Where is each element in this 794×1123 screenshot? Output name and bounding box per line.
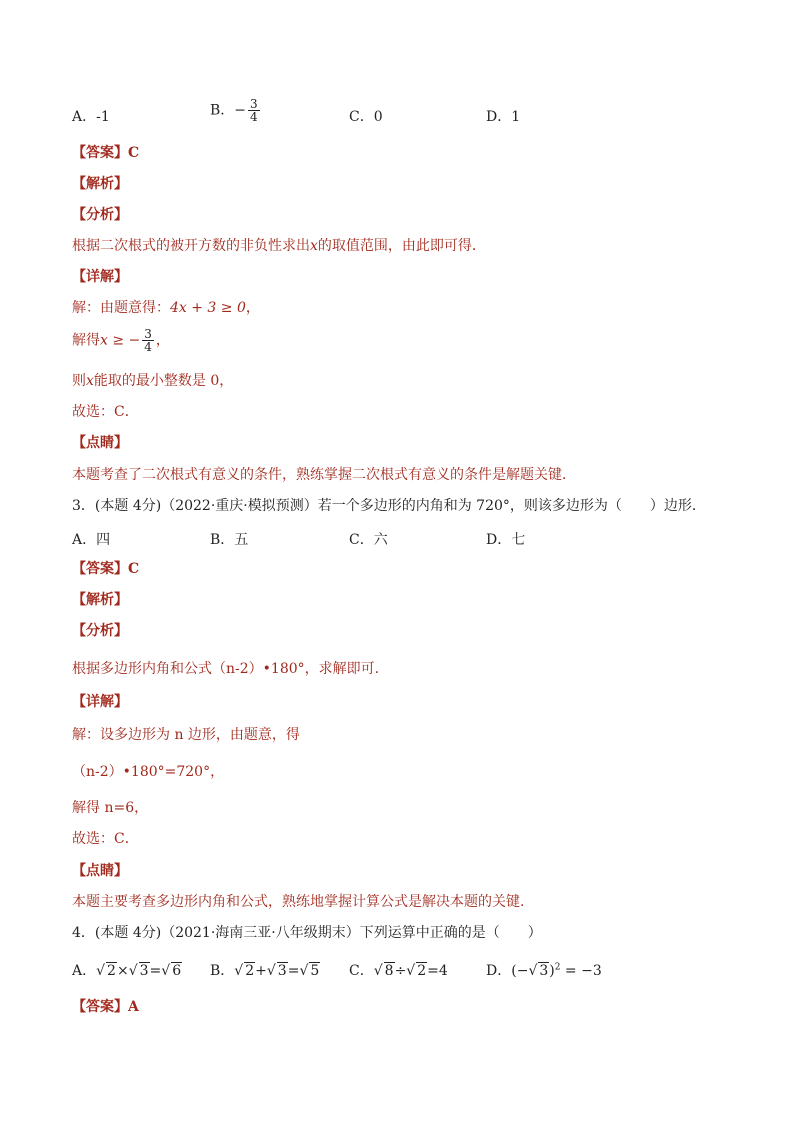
fraction: $\frac{3}{4}$ (144, 327, 152, 354)
q4-stem: 4．(本题 4分)（2021·海南三亚·八年级期末）下列运算中正确的是（ ） (72, 925, 542, 941)
q3-option-c: C．六 (349, 532, 388, 548)
q3-option-a: A．四 (72, 532, 111, 548)
q4-options (72, 960, 752, 984)
q4-option-c: C．√ 8÷√ 2=4 (349, 963, 448, 979)
sqrt-sign: √ (234, 963, 244, 979)
q3-fenxi-heading: 【分析】 (72, 623, 128, 639)
q3-options (72, 529, 752, 553)
q4-option-d: D．(−√ 3)$^2$ = −3 (486, 962, 602, 979)
sqrt-sign: √ (299, 963, 309, 979)
sqrt-sign: √ (266, 963, 276, 979)
sqrt-sign: √ (128, 963, 138, 979)
sqrt-sign: √ (373, 963, 383, 979)
q3-dianjing-heading: 【点睛】 (72, 863, 128, 879)
q3-option-b: B．五 (210, 532, 249, 548)
q3-option-d: D．七 (486, 532, 526, 548)
sqrt-sign: √ (528, 963, 538, 979)
q2-option-d: D．1 (486, 109, 521, 125)
q2-fenxi-heading: 【分析】 (72, 207, 128, 223)
q4-option-b: B．√ 2+√ 3=√ 5 (210, 963, 320, 979)
q2-solve-line-2: 解得x ≥ − $\frac{3}{4}$ ， (72, 327, 170, 354)
q2-option-a: A．-1 (72, 109, 110, 125)
q2-dianjing-text: 本题考查了二次根式有意义的条件，熟练掌握二次根式有意义的条件是解题关键． (72, 467, 576, 483)
q2-answer: 【答案】C (72, 145, 140, 161)
q4-answer: 【答案】A (72, 999, 139, 1015)
q2-solve-line-1: 解：由题意得：4x + 3 ≥ 0， (72, 300, 260, 316)
sqrt-sign: √ (406, 963, 416, 979)
q3-dianjing-text: 本题主要考查多边形内角和公式，熟练地掌握计算公式是解决本题的关键. (72, 894, 525, 910)
sqrt-sign: √ (96, 963, 106, 979)
q2-xiangjie-heading: 【详解】 (72, 269, 128, 285)
q3-solve-line-4: 故选：C． (72, 831, 139, 847)
sqrt-sign: √ (161, 963, 171, 979)
q2-jiexi-heading: 【解析】 (72, 176, 128, 192)
q3-solve-line-1: 解：设多边形为 n 边形，由题意，得 (72, 727, 300, 743)
fraction: $\frac{3}{4}$ (250, 97, 258, 124)
q2-option-b: B．− $\frac{3}{4}$ (210, 97, 258, 124)
q3-stem: 3．(本题 4分)（2022·重庆·模拟预测）若一个多边形的内角和为 720°，则该多边形为（ ）边形． (72, 498, 706, 514)
q3-solve-line-3: 解得 n=6， (72, 800, 149, 816)
q2-dianjing-heading: 【点睛】 (72, 435, 128, 451)
q3-solve-line-2: （n-2）•180°=720°， (72, 764, 225, 780)
q2-option-c: C．0 (349, 109, 383, 125)
q2-options (72, 97, 752, 130)
q2-fenxi-text: 根据二次根式的被开方数的非负性求出x的取值范围，由此即可得． (72, 238, 486, 254)
q4-option-a: A．√ 2×√ 3=√ 6 (72, 963, 182, 979)
q3-jiexi-heading: 【解析】 (72, 592, 128, 608)
q3-xiangjie-heading: 【详解】 (72, 694, 128, 710)
q2-solve-line-3: 则x能取的最小整数是 0， (72, 373, 234, 389)
q3-fenxi-text: 根据多边形内角和公式（n-2）•180°，求解即可. (72, 661, 380, 677)
q2-solve-line-4: 故选：C． (72, 404, 139, 420)
q3-answer: 【答案】C (72, 561, 140, 577)
